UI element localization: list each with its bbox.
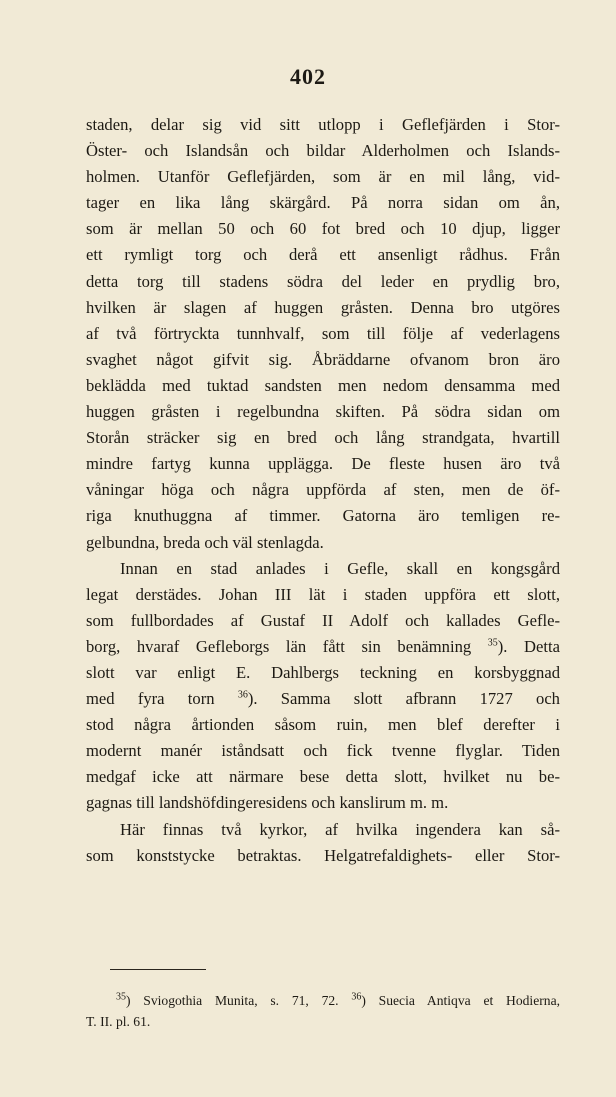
- text-line: Storån sträcker sig en bred och lång strandgata, hvartill: [86, 428, 560, 448]
- text-line: huggen gråsten i regelbundna skiften. På södra sidan om: [86, 402, 560, 422]
- text-line: detta torg till stadens södra del leder en prydlig bro,: [86, 271, 560, 291]
- text-line: holmen. Utanför Geflefjärden, som är en mil lång, vid-: [86, 167, 560, 187]
- text-line: slott var enligt E. Dahlbergs teckning en korsbyggnad: [86, 662, 560, 682]
- text-line: ett rymligt torg och derå ett ansenligt rådhus. Från: [86, 245, 560, 265]
- text-line: medgaf icke att närmare bese detta slott, hvilket nu be-: [86, 767, 560, 787]
- footnote-text-36: ) Suecia Antiqva et Hodierna,: [361, 993, 560, 1008]
- footnote-text-35: ) Sviogothia Munita, s. 71, 72.: [126, 993, 339, 1008]
- text-line: gagnas till landshöfdingeresidens och kanslirum m. m.: [86, 793, 449, 813]
- text-line: Här finnas två kyrkor, af hvilka ingendera kan så-: [120, 819, 560, 839]
- text-line: hvilken är slagen af huggen gråsten. Denna bro utgöres: [86, 297, 560, 317]
- text-line: beklädda med tuktad sandsten men nedom densamma med: [86, 375, 560, 395]
- text-line-with-footnote-ref: [86, 686, 560, 712]
- footnote-mark-35: 35: [116, 991, 126, 1003]
- text-line: svaghet något gifvit sig. Åbräddarne ofvanom bron äro: [86, 349, 560, 369]
- text-line: af två förtryckta tunnhvalf, som till följe af vederlagens: [86, 323, 560, 343]
- text-fragment: med fyra torn: [86, 689, 215, 709]
- footnote-line: T. II. pl. 61.: [86, 1014, 151, 1029]
- page-number: 402: [290, 64, 326, 89]
- footnote-ref-36: 36: [237, 689, 248, 701]
- text-line: tager en lika lång skärgård. På norra sidan om ån,: [86, 193, 560, 213]
- paragraph-1: [86, 112, 560, 556]
- text-line: som fullbordades af Gustaf II Adolf och kallades Gefle-: [86, 610, 560, 630]
- footnotes: [86, 990, 560, 1032]
- text-fragment: ). Detta: [497, 636, 560, 656]
- footnote-ref-35: 35: [487, 637, 498, 649]
- text-line: mindre fartyg kunna upplägga. De fleste husen äro två: [86, 454, 560, 474]
- text-line: gelbundna, breda och väl stenlagda.: [86, 532, 324, 552]
- text-line: våningar höga och några uppförda af sten, men de öf-: [86, 480, 560, 500]
- text-line: Innan en stad anlades i Gefle, skall en kongsgård: [120, 558, 560, 578]
- text-line: riga knuthuggna af timmer. Gatorna äro temligen re-: [86, 506, 560, 526]
- text-line: staden, delar sig vid sitt utlopp i Geflefjärden i Stor-: [86, 115, 560, 134]
- text-line: modernt manér iståndsatt och fick tvenne flyglar. Tiden: [86, 741, 560, 761]
- body-text: [86, 112, 560, 869]
- text-line: stod några årtionden såsom ruin, men blef derefter i: [86, 715, 560, 735]
- text-line: som är mellan 50 och 60 fot bred och 10 djup, ligger: [86, 219, 560, 239]
- footnote-divider: [110, 969, 206, 970]
- footnote-line: [104, 990, 560, 1011]
- text-fragment: borg, hvaraf Gefleborgs län fått sin benämning: [86, 636, 472, 656]
- paragraph-3: [86, 817, 560, 869]
- text-fragment: ). Samma slott afbrann 1727 och: [247, 689, 560, 709]
- footnote-mark-36: 36: [351, 991, 362, 1003]
- text-line: legat derstädes. Johan III lät i staden uppföra ett slott,: [86, 584, 560, 604]
- text-line: Öster- och Islandsån och bildar Alderholmen och Islands-: [86, 141, 560, 161]
- text-line-with-footnote-ref: [86, 634, 560, 660]
- text-line: som konststycke betraktas. Helgatrefaldighets- eller Stor-: [86, 845, 560, 865]
- paragraph-2: [86, 556, 560, 817]
